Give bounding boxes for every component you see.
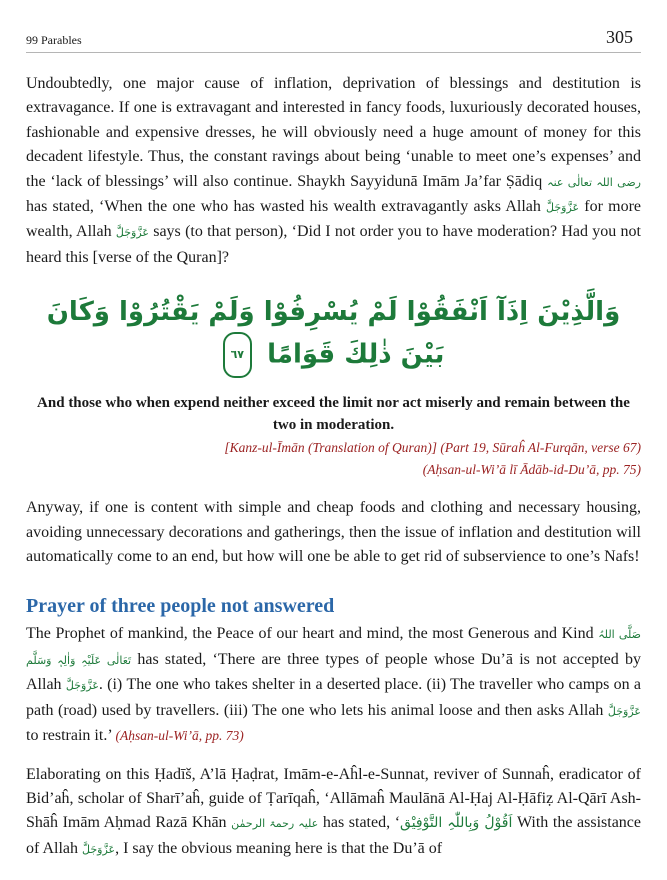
paragraph-three-people: The Prophet of mankind, the Peace of our heart and mind, the most Generous and Kind صَلَّی اللہُ تَعَالٰی عَلَیْہِ وَاٰلِہٖ وَسَلَّم has stated, ‘There are three types of people whose Du’ā is not accepted by Allah عَزَّوَجَلَّ. (i) The one who takes shelter in a deserted place. (ii) The traveller who camps on a path (road) used by travellers. (iii) The one who lets his animal loose and then asks Allah عَزَّوَجَلَّ to restrain it.’ (Aḥsan-ul-Wi’ā, pp. 73)	[26, 625, 642, 745]
quran-verse	[26, 292, 641, 378]
source-reference: (Aḥsan-ul-Wi’ā lī Ādāb-id-Du’ā, pp. 75)	[422, 462, 641, 478]
honorific-glyph: عَزَّوَجَلَّ	[546, 201, 580, 215]
section-heading: Prayer of three people not answered	[26, 595, 335, 618]
honorific-glyph: صَلَّی اللہُ تَعَالٰی عَلَیْہِ وَاٰلِہٖ وَسَلَّم	[26, 628, 641, 667]
page-body	[26, 72, 641, 862]
honorific-glyph: علیہ رحمۃ الرحمٰن	[231, 817, 319, 831]
honorific-glyph: عَزَّوَجَلَّ	[65, 679, 99, 693]
verse-translation: And those who when expend neither exceed the limit nor act miserly and remain between the two in moderation.	[37, 395, 630, 434]
honorific-glyph: عَزَّوَجَلَّ	[607, 704, 641, 718]
paragraph-elaboration: Elaborating on this Ḥadīš, A’lā Ḥaḍrat, Imām-e-Aĥl-e-Sunnat, reviver of Sunnaĥ, eradicator of Bid’aĥ, scholar of Sharī’aĥ, guide of Ṭarīqaĥ, ‘Allāmaĥ Maulānā Al-Ḥaj Al-Ḥāfiẓ Al-Qārī Ash-Shāĥ Imām Aḥmad Razā Khān علیہ رحمۃ الرحمٰن has stated, ‘اَقُوْلُ وَبِاللّٰہِ التَّوْفِیْق With the assistance of Allah عَزَّوَجَلَّ, I say the obvious meaning here is that the Du’ā of	[26, 765, 642, 857]
honorific-glyph: عَزَّوَجَلَّ	[82, 842, 116, 856]
running-header	[26, 22, 641, 53]
arabic-phrase: اَقُوْلُ وَبِاللّٰہِ التَّوْفِیْق	[400, 815, 513, 832]
paragraph-extravagance: Undoubtedly, one major cause of inflation, deprivation of blessings and destitution is extravagance. If one is extravagant and interested in fancy foods, luxuriously decorated houses, fashionable and expensive dresses, he will obviously need a huge amount of money for this decadent lifestyle. Thus, the constant ravings about being ‘unable to meet one’s expenses’ and the ‘lack of blessings’ will also continue. Shaykh Sayyidunā Imām Ja’far Ṣādiq رضی اللہ تعالٰی عنہ has stated, ‘When the one who has wasted his wealth extravagantly asks Allah عَزَّوَجَلَّ for more wealth, Allah عَزَّوَجَلَّ says (to that person), ‘Did I not order you to have moderation? Had you not heard this [verse of the Quran]?	[26, 75, 642, 266]
page-number: 305	[606, 27, 633, 47]
inline-reference: (Aḥsan-ul-Wi’ā, pp. 73)	[115, 728, 244, 744]
paragraph-contentment: Anyway, if one is content with simple and cheap foods and clothing and necessary housing, avoiding unnecessary decorations and gatherings, then the issue of inflation and destitution will automatically come to an end, but how will one be able to get rid of subservience to one’s Nafs!	[26, 499, 641, 566]
book-title: 99 Parables	[26, 33, 82, 47]
honorific-glyph: رضی اللہ تعالٰی عنہ	[547, 175, 641, 189]
verse-reference: [Kanz-ul-Īmān (Translation of Quran)] (Part 19, Sūraĥ Al-Furqān, verse 67)	[224, 440, 641, 456]
honorific-glyph: عَزَّوَجَلَّ	[115, 226, 149, 240]
verse-number-marker: ٦٧	[223, 332, 252, 378]
verse-arabic: وَالَّذِيْنَ اِذَآ اَنْفَقُوْا لَمْ يُسْرِفُوْا وَلَمْ يَقْتُرُوْا وَكَانَ بَيْنَ ذٰلِكَ قَوَامًا	[46, 297, 621, 370]
